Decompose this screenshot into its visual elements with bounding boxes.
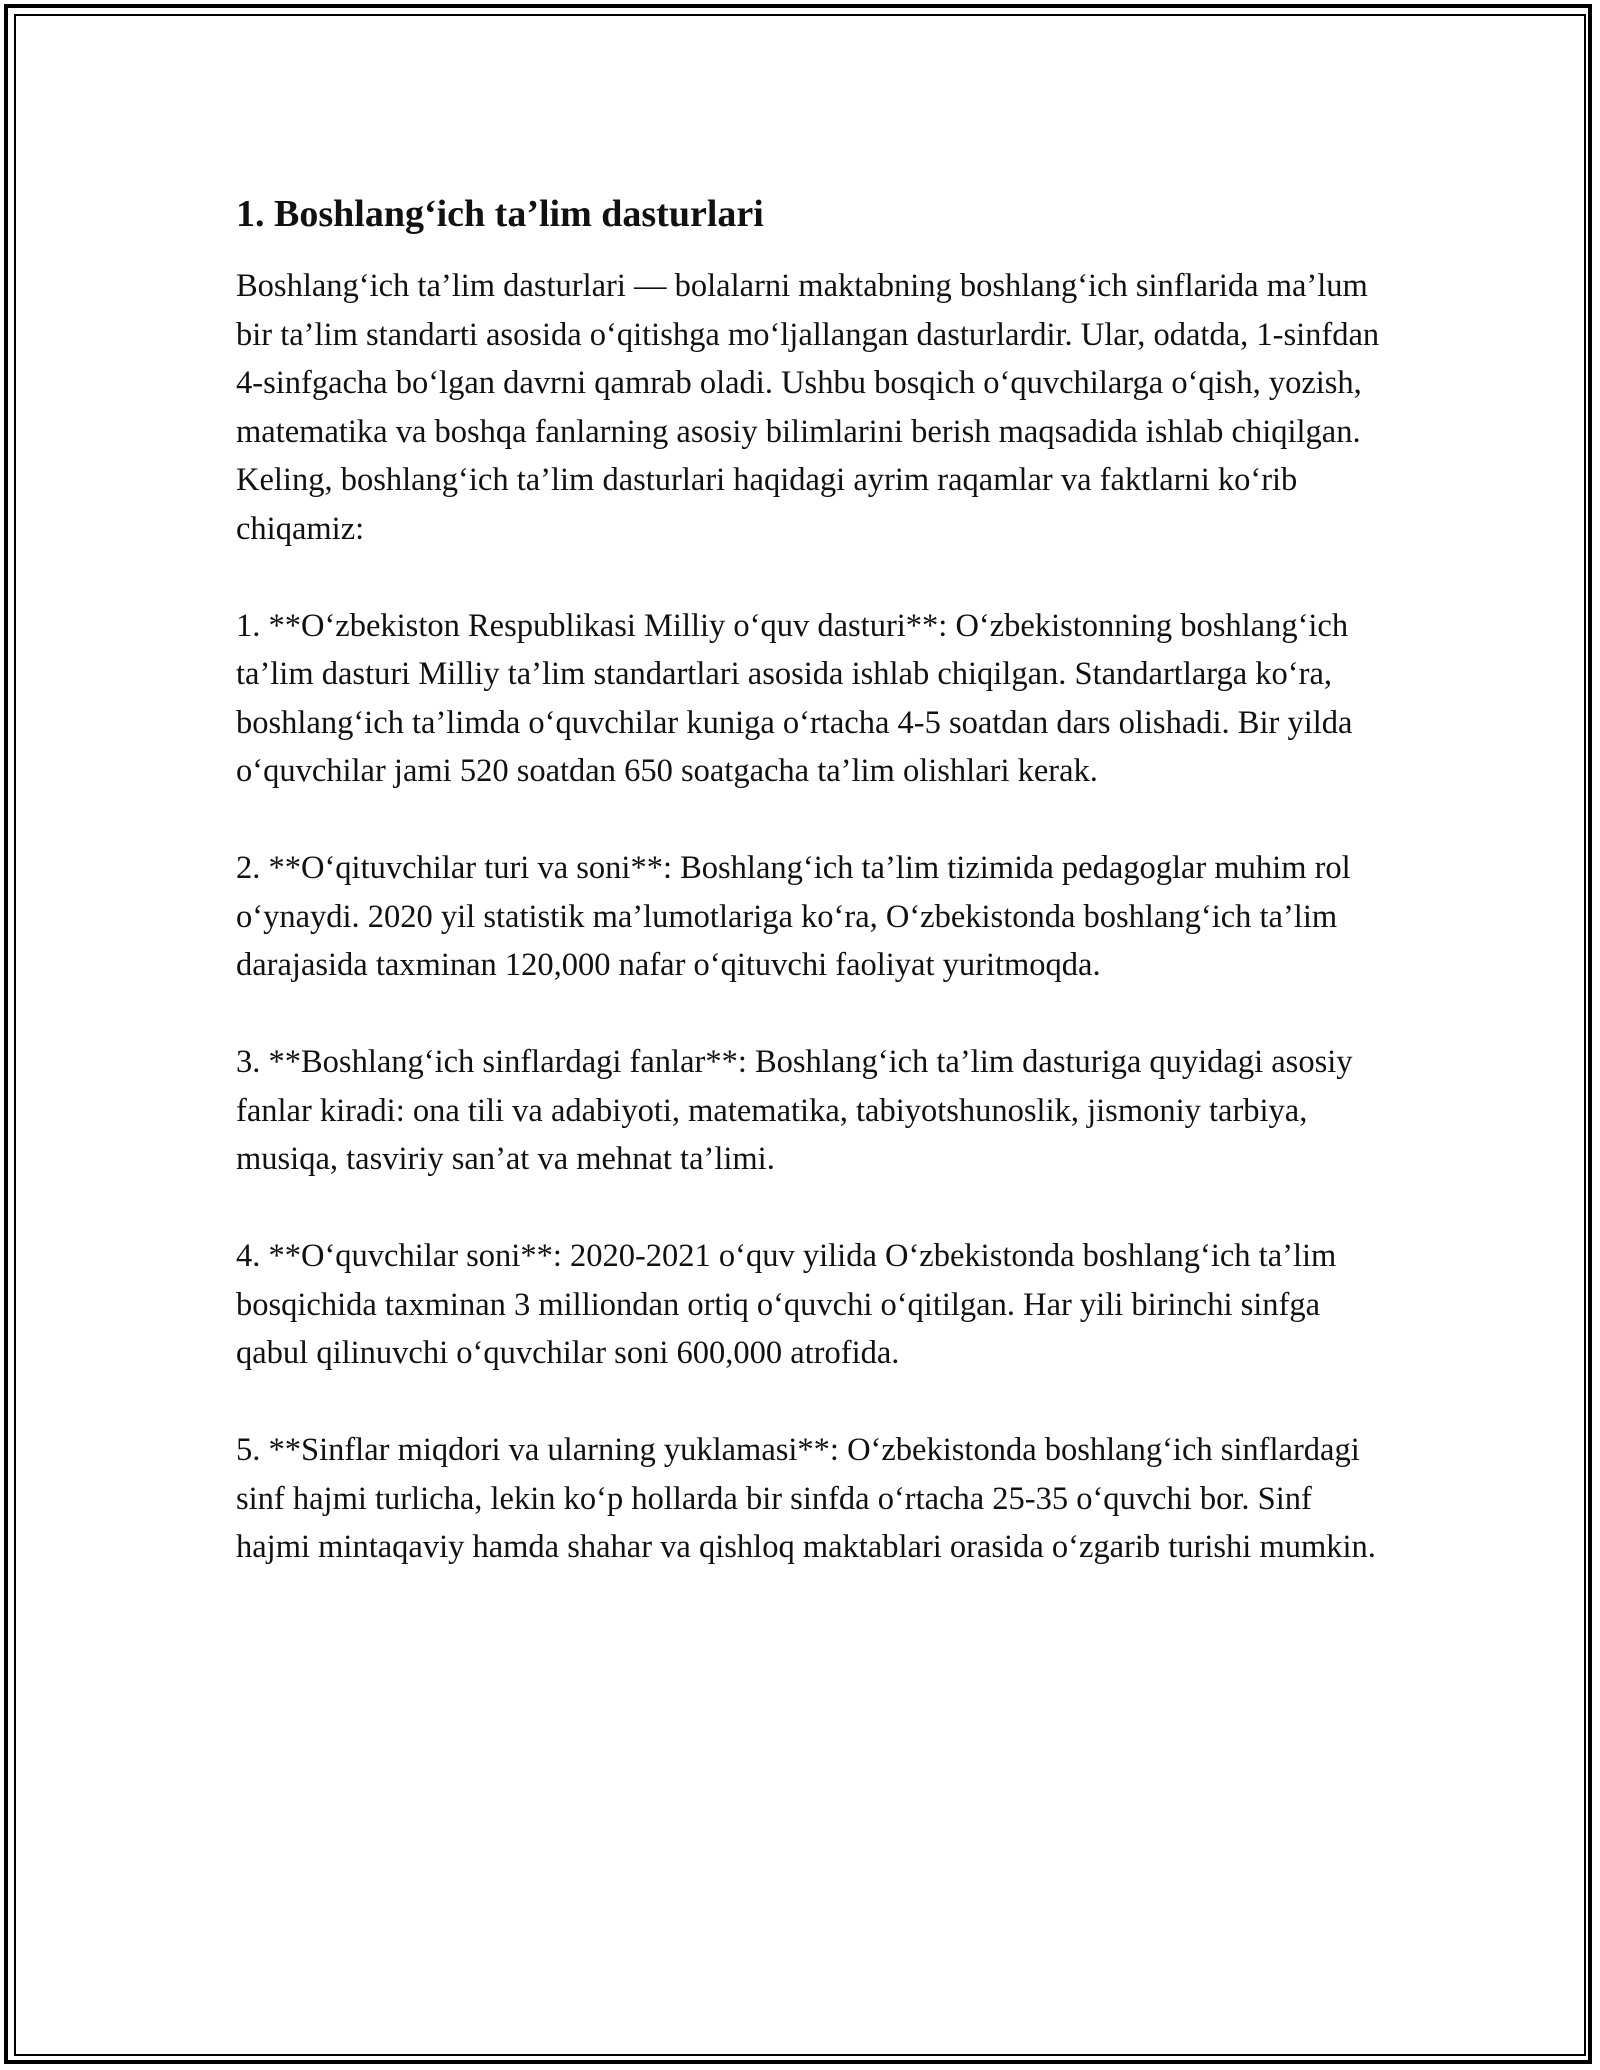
document-body xyxy=(236,186,1386,1620)
list-item-students: 4. **O‘quvchilar soni**: 2020-2021 o‘quv yilida O‘zbekistonda boshlang‘ich ta’lim bosqichida taxminan 3 milliondan ortiq o‘quvchi o‘qitilgan. Har yili birinchi sinfga qabul qilinuvchi o‘quvchilar soni 600,000 atrofida. xyxy=(236,1238,1337,1371)
list-item-class-size: 5. **Sinflar miqdori va ularning yuklamasi**: O‘zbekistonda boshlang‘ich sinflardagi sinf hajmi turlicha, lekin ko‘p hollarda bir sinfda o‘rtacha 25-35 o‘quvchi bor. Sinf hajmi mintaqaviy hamda shahar va qishloq maktablari orasida o‘zgarib turishi mumkin. xyxy=(236,1432,1376,1565)
list-item-teachers: 2. **O‘qituvchilar turi va soni**: Boshlang‘ich ta’lim tizimida pedagoglar muhim rol o‘ynaydi. 2020 yil statistik ma’lumotlariga ko‘ra, O‘zbekistonda boshlang‘ich ta’lim darajasida taxminan 120,000 nafar o‘qituvchi faoliyat yuritmoqda. xyxy=(236,850,1351,983)
list-item-subjects: 3. **Boshlang‘ich sinflardagi fanlar**: Boshlang‘ich ta’lim dasturiga quyidagi asosiy fanlar kiradi: ona tili va adabiyoti, matematika, tabiyotshunoslik, jismoniy tarbiya, musiqa, tasviriy san’at va mehnat ta’limi. xyxy=(236,1044,1353,1177)
list-item-national-curriculum: 1. **O‘zbekiston Respublikasi Milliy o‘quv dasturi**: O‘zbekistonning boshlang‘ich ta’lim dasturi Milliy ta’lim standartlari asosida ishlab chiqilgan. Standartlarga ko‘ra, boshlang‘ich ta’limda o‘quvchilar kuniga o‘rtacha 4-5 soatdan dars olishadi. Bir yilda o‘quvchilar jami 520 soatdan 650 soatgacha ta’lim olishlari kerak. xyxy=(236,607,1353,789)
intro-paragraph: Boshlang‘ich ta’lim dasturlari — bolalarni maktabning boshlang‘ich sinflarida ma’lum bir ta’lim standarti asosida o‘qitishga mo‘ljallangan dasturlardir. Ular, odatda, 1-sinfdan 4-sinfgacha bo‘lgan davrni qamrab oladi. Ushbu bosqich o‘quvchilarga o‘qish, yozish, matematika va boshqa fanlarning asosiy bilimlarini berish maqsadida ishlab chiqilgan. Keling, boshlang‘ich ta’lim dasturlari haqidagi ayrim raqamlar va faktlarni ko‘rib chiqamiz: xyxy=(236,268,1380,547)
section-title: 1. Boshlang‘ich ta’lim dasturlari xyxy=(236,193,764,235)
